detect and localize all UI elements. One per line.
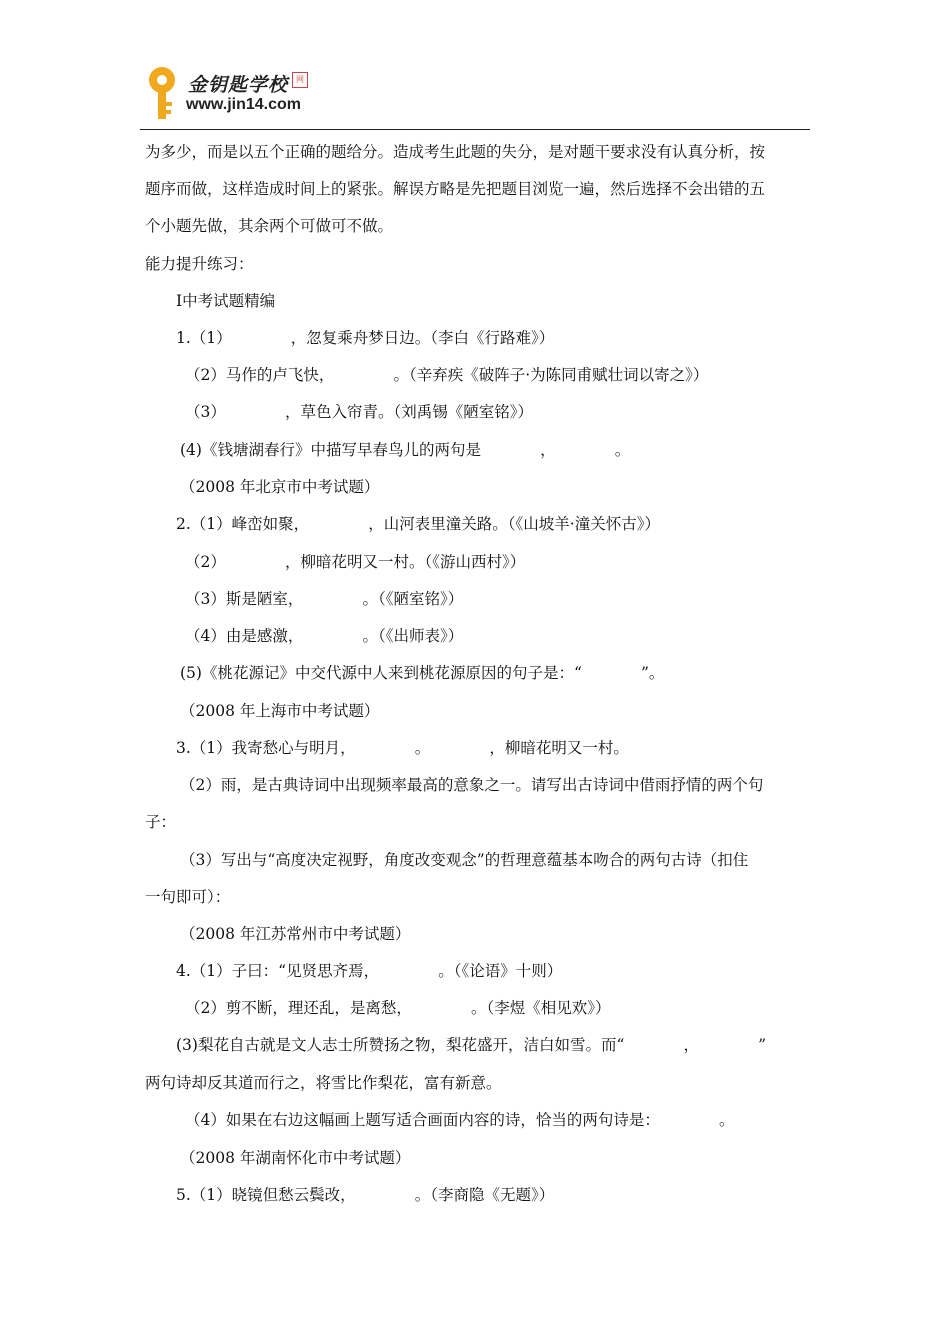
subsection-heading: Ⅰ中考试题精编 [176,292,276,310]
source-note: （2008 年湖南怀化市中考试题） [180,1149,411,1167]
question-line: 两句诗却反其道而行之，将雪比作梨花，富有新意。 [145,1074,502,1092]
question-line: (5)《桃花源记》中交代源中人来到桃花源原因的句子是：“ ”。 [180,664,665,682]
question-line: 4.（1）子曰：“见贤思齐焉， 。（《论语》十则） [176,962,563,980]
paragraph-line: 个小题先做，其余两个可做可不做。 [145,217,394,235]
question-line: （4）由是感激， 。（《出师表》） [185,627,464,645]
question-line: （2）剪不断，理还乱，是离愁， 。（李煜《相见欢》） [185,999,611,1017]
logo-url: www.jin14.com [186,96,301,113]
page-header [140,64,810,132]
source-note: （2008 年北京市中考试题） [180,478,380,496]
question-line: (3)梨花自古就是文人志士所赞扬之物，梨花盛开，洁白如雪。而“ ， ” [176,1036,767,1054]
question-line: （3）斯是陋室， 。（《陋室铭》） [185,590,464,608]
question-line: 一句即可）： [145,888,231,906]
paragraph-line: 题序而做，这样造成时间上的紧张。解误方略是先把题目浏览一遍，然后选择不会出错的五 [145,180,766,198]
section-heading: 能力提升练习： [145,255,254,273]
paragraph-line: 为多少，而是以五个正确的题给分。造成考生此题的失分，是对题干要求没有认真分析，按 [145,143,766,161]
question-line: 子： [145,813,177,831]
question-line: （2）雨，是古典诗词中出现频率最高的意象之一。请写出古诗词中借雨抒情的两个句 [180,776,764,794]
logo-seal: 网 [292,72,308,88]
question-line: （3）写出与“高度决定视野，角度改变观念”的哲理意蕴基本吻合的两句古诗（扣住 [180,851,749,869]
question-line: （3） ，草色入帘青。（刘禹锡《陋室铭》） [185,403,533,421]
key-logo-icon [144,66,180,122]
question-line: 2.（1）峰峦如聚， ，山河表里潼关路。（《山坡羊·潼关怀古》） [176,515,660,533]
header-divider [140,129,810,130]
question-line: （2）马作的卢飞快， 。（辛弃疾《破阵子·为陈同甫赋壮词以寄之》） [185,366,709,384]
question-line: 1.（1） ，忽复乘舟梦日边。（李白《行路难》） [176,329,555,347]
source-note: （2008 年上海市中考试题） [180,702,380,720]
question-line: (4)《钱塘湖春行》中描写早春鸟儿的两句是 ， 。 [180,441,631,459]
question-line: （4）如果在右边这幅画上题写适合画面内容的诗，恰当的两句诗是： 。 [185,1111,735,1129]
question-line: 5.（1）晓镜但愁云鬓改， 。（李商隐《无题》） [176,1186,555,1204]
source-note: （2008 年江苏常州市中考试题） [180,925,411,943]
question-line: 3.（1）我寄愁心与明月， 。 ，柳暗花明又一村。 [176,739,629,757]
question-line: （2） ，柳暗花明又一村。（《游山西村》） [185,553,526,571]
logo-text: 金钥匙学校 [188,74,289,96]
